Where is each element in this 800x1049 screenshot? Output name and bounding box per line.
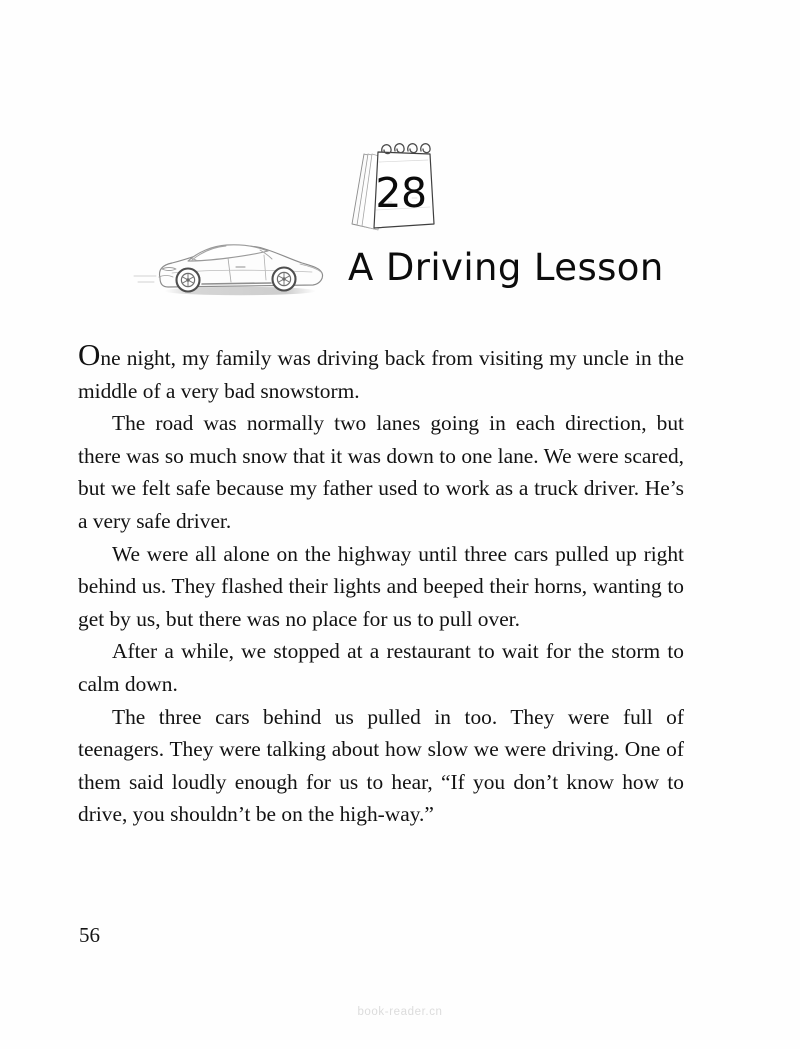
site-watermark: book-reader.cn [357, 1006, 443, 1018]
chapter-number: 28 [375, 169, 427, 217]
paragraph: We were all alone on the highway until three cars pulled up right behind us. They flashed their lights and beeped their horns, wanting to get by us, but there was no place for us to pull over. [78, 541, 684, 631]
page-number: 56 [79, 923, 100, 947]
paragraph-text: ne night, my family was driving back from visiting my uncle in the middle of a very bad snowstorm. [78, 346, 684, 403]
chapter-header [0, 0, 800, 320]
paragraph [78, 337, 684, 407]
paragraph: The road was normally two lanes going in each direction, but there was so much snow that it was down to one lane. We were scared, but we felt safe because my father used to work as a truck driver. He’s a very safe driver. [78, 411, 684, 533]
paragraph: After a while, we stopped at a restaurant to wait for the storm to calm down. [78, 639, 684, 696]
chapter-title: A Driving Lesson [348, 246, 664, 289]
drop-cap: O [78, 337, 101, 372]
sports-car-sketch-icon [132, 232, 342, 304]
chapter-body [78, 337, 684, 831]
paragraph: The three cars behind us pulled in too. They were full of teenagers. They were talking about how slow we were driving. One of them said loudly enough for us to hear, “If you don’t know how to drive, you shouldn’t be on the high-way.” [78, 704, 684, 827]
